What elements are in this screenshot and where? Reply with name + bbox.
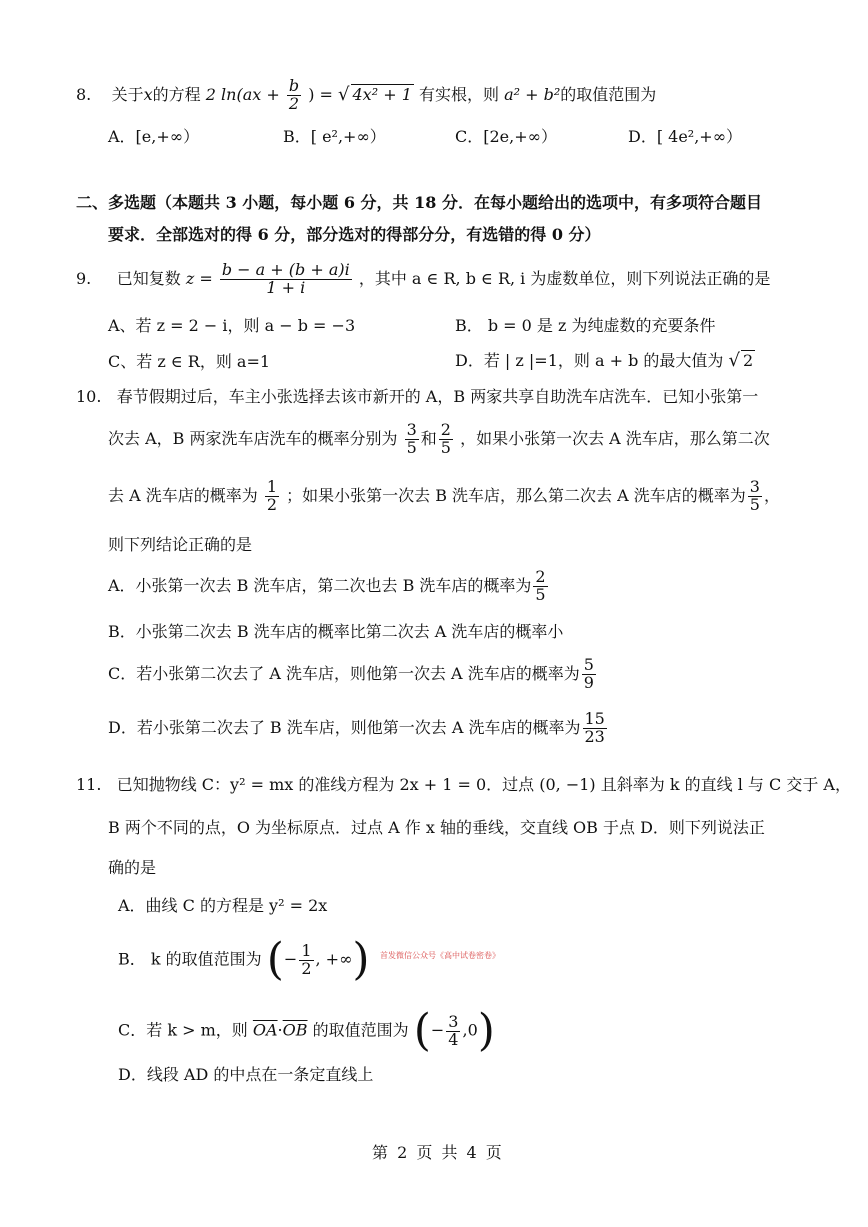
section2-heading-line2: 要求．全部选对的得 6 分，部分选对的得部分分，有选错的得 0 分） — [108, 225, 601, 244]
q8-number: 8. — [76, 84, 92, 104]
q11-line2: B 两个不同的点，O 为坐标原点．过点 A 作 x 轴的垂线，交直线 OB 于点 D．则下列说法正 — [108, 818, 765, 837]
q8-fraction: $\frac{b}{2}$ — [288, 76, 300, 113]
fraction-3-5b: $\frac{3}{5}$ — [749, 477, 760, 514]
q9-number: 9. — [76, 268, 92, 288]
q11-option-a: A．曲线 C 的方程是 y² = 2x — [118, 896, 328, 915]
q11-line1: 11. 已知抛物线 C：y² = mx 的准线方程为 2x + 1 = 0．过点 (0, −1) 且斜率为 k 的直线 l 与 C 交于 A， — [76, 775, 851, 794]
q10-option-b: B．小张第二次去 B 洗车店的概率比第二次去 A 洗车店的概率小 — [108, 622, 564, 641]
q11-option-c: C．若 k > m，则 $\overline{OA}\cdot\overline{OB}$ 的取值范围为 (− $\frac{3}{4}$ ,0) — [118, 1005, 495, 1056]
q9-option-c: C、若 z ∈ R，则 a=1 — [108, 352, 271, 371]
fraction-2-5: $\frac{2}{5}$ — [440, 420, 451, 457]
q11-number: 11. — [76, 775, 102, 794]
q9-fraction: $\frac{b - a + (b + a)i}{1 + i}$ — [221, 260, 350, 297]
q8-option-c: C．[2e,+∞） — [455, 127, 557, 146]
q10-line3: 去 A 洗车店的概率为 $\frac{1}{2}$ ；如果小张第一次去 B 洗车店，那么第二次去 A 洗车店的概率为 $\frac{3}{5}$ ， — [108, 477, 780, 514]
q8-option-b: B．[ e²,+∞） — [283, 127, 386, 146]
fraction-1-2: $\frac{1}{2}$ — [266, 477, 278, 514]
section2-heading-line1: 二、多选题（本题共 3 小题，每小题 6 分，共 18 分．在每小题给出的选项中，有多项符合题目 — [76, 193, 762, 212]
q8-option-a: A．[e,+∞） — [108, 127, 200, 146]
q11-option-b: B． k 的取值范围为 (− $\frac{1}{2}$ , +∞) — [118, 934, 370, 985]
q8-option-d: D．[ 4e²,+∞） — [628, 127, 743, 146]
q10-line1: 10. 春节假期过后，车主小张选择去该市新开的 A，B 两家共享自助洗车店洗车．已知小张第一 — [76, 387, 759, 406]
fraction-3-5: $\frac{3}{5}$ — [406, 420, 417, 457]
q9-option-a: A、若 z = 2 − i，则 a − b = −3 — [108, 316, 356, 335]
q10-option-a: A．小张第一次去 B 洗车店，第二次也去 B 洗车店的概率为 $\frac{2}{5}$ — [108, 567, 546, 604]
q10-number: 10. — [76, 387, 102, 406]
q10-option-c: C．若小张第二次去了 A 洗车店，则他第一次去 A 洗车店的概率为 $\frac{5}{9}$ — [108, 655, 594, 692]
q10-line2: 次去 A，B 两家洗车店洗车的概率分别为 $\frac{3}{5}$ 和 $\frac{2}{5}$ ，如果小张第一次去 A 洗车店，那么第二次 — [108, 420, 770, 457]
q8-stem: 8. 关于x的方程 2 ln(ax + $\frac{b}{2}$ ) = √ 4x² + 1 有实根，则 a² + b²的取值范围为 — [76, 76, 657, 113]
q11-line3: 确的是 — [108, 858, 157, 877]
q11-option-d: D．线段 AD 的中点在一条定直线上 — [118, 1065, 374, 1084]
q10-line4: 则下列结论正确的是 — [108, 535, 253, 554]
q8-radicand: 4x² + 1 — [352, 84, 412, 104]
q10-option-d: D．若小张第二次去了 B 洗车店，则他第一次去 A 洗车店的概率为 $\frac{15}{23}$ — [108, 709, 605, 746]
q9-option-d: D．若 | z |=1，则 a + b 的最大值为 √ 2 — [455, 350, 754, 371]
q9-stem: 9. 已知复数 z = $\frac{b - a + (b + a)i}{1 + i}$ ，其中 a ∈ R, b ∈ R, i 为虚数单位，则下列说法正确的是 — [76, 260, 771, 297]
q9-option-b: B． b = 0 是 z 为纯虚数的充要条件 — [455, 316, 716, 335]
page-footer: 第 2 页 共 4 页 — [372, 1143, 504, 1162]
watermark-text: 首发微信公众号《高中试卷密卷》 — [380, 951, 500, 960]
